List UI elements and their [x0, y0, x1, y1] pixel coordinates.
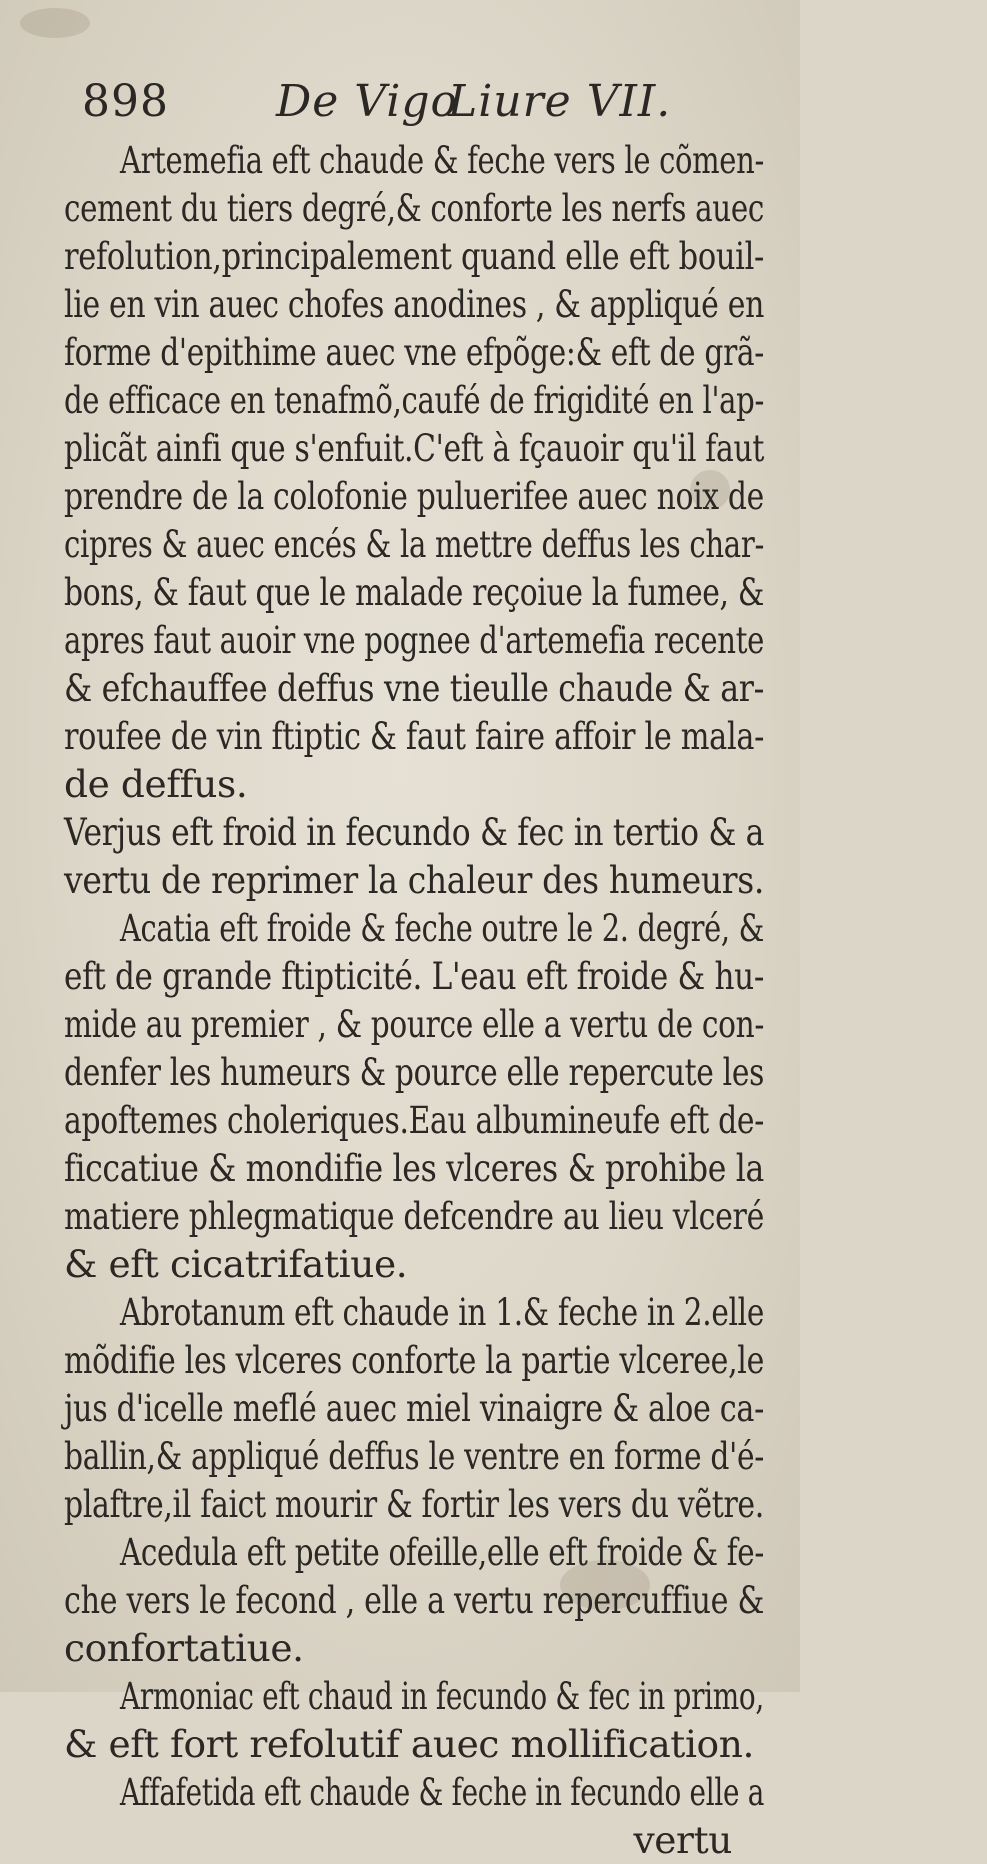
text-line: ficcatiue & mondifie les vlceres & prohibe la: [64, 1146, 764, 1190]
catchword: vertu: [633, 1818, 732, 1862]
text-line: forme d'epithime auec vne efpõge:& eft de grã-: [64, 330, 764, 374]
text-line: Abrotanum eft chaude in 1.& feche in 2.elle: [120, 1290, 764, 1334]
text-line: cipres & auec encés & la mettre deffus les char-: [64, 522, 764, 566]
paper-stain: [20, 8, 90, 38]
text-line: cement du tiers degré,& conforte les nerfs auec: [64, 186, 764, 230]
running-header: [78, 72, 758, 132]
page-number: 898: [82, 76, 169, 127]
text-line: mõdifie les vlceres conforte la partie vlceree,le: [64, 1338, 764, 1382]
text-line: confortatiue.: [64, 1626, 304, 1670]
text-line: vertu de reprimer la chaleur des humeurs.: [64, 858, 764, 902]
book-label: Liure VII.: [448, 76, 672, 127]
text-line: roufee de vin ftiptic & faut faire affoir le mala-: [64, 714, 764, 758]
text-line: de efficace en tenafmõ,caufé de frigidité en l'ap-: [64, 378, 764, 422]
text-line: de deffus.: [64, 762, 248, 806]
text-line: jus d'icelle meflé auec miel vinaigre & aloe ca-: [64, 1386, 764, 1430]
text-line: Acatia eft froide & feche outre le 2. degré, &: [120, 906, 764, 950]
body-text: [64, 136, 764, 1864]
text-line: che vers le fecond , elle a vertu repercuffiue &: [64, 1578, 764, 1622]
text-line: Acedula eft petite ofeille,elle eft froide & fe-: [120, 1530, 764, 1574]
text-line: ballin,& appliqué deffus le ventre en forme d'é-: [64, 1434, 764, 1478]
running-title: De Vigo: [276, 76, 459, 127]
text-line: Affafetida eft chaude & feche in fecundo elle a: [120, 1770, 764, 1814]
text-line: plicãt ainfi que s'enfuit.C'eft à fçauoir qu'il faut: [64, 426, 764, 470]
text-line: apoftemes choleriques.Eau albumineufe eft de-: [64, 1098, 764, 1142]
text-line: & efchauffee deffus vne tieulle chaude & ar-: [64, 666, 764, 710]
text-line: bons, & faut que le malade reçoiue la fumee, &: [64, 570, 764, 614]
text-line: matiere phlegmatique defcendre au lieu vlceré: [64, 1194, 764, 1238]
text-line: mide au premier , & pource elle a vertu de con-: [64, 1002, 764, 1046]
text-line: apres faut auoir vne pognee d'artemefia recente: [64, 618, 764, 662]
text-line: & eft cicatrifatiue.: [64, 1242, 408, 1286]
text-line: Armoniac eft chaud in fecundo & fec in primo,: [120, 1674, 764, 1718]
text-line: Artemefia eft chaude & feche vers le cõmen-: [120, 138, 764, 182]
text-line: prendre de la colofonie puluerifee auec noix de: [64, 474, 764, 518]
text-line: eft de grande ftipticité. L'eau eft froide & hu-: [64, 954, 764, 998]
text-line: lie en vin auec chofes anodines , & appliqué en: [64, 282, 764, 326]
text-line: refolution,principalement quand elle eft bouil-: [64, 234, 764, 278]
text-line: Verjus eft froid in fecundo & fec in tertio & a: [64, 810, 764, 854]
text-line: & eft fort refolutif auec mollification.: [64, 1722, 754, 1766]
text-line: plaftre,il faict mourir & fortir les vers du vẽtre.: [64, 1482, 764, 1526]
text-line: denfer les humeurs & pource elle repercute les: [64, 1050, 764, 1094]
